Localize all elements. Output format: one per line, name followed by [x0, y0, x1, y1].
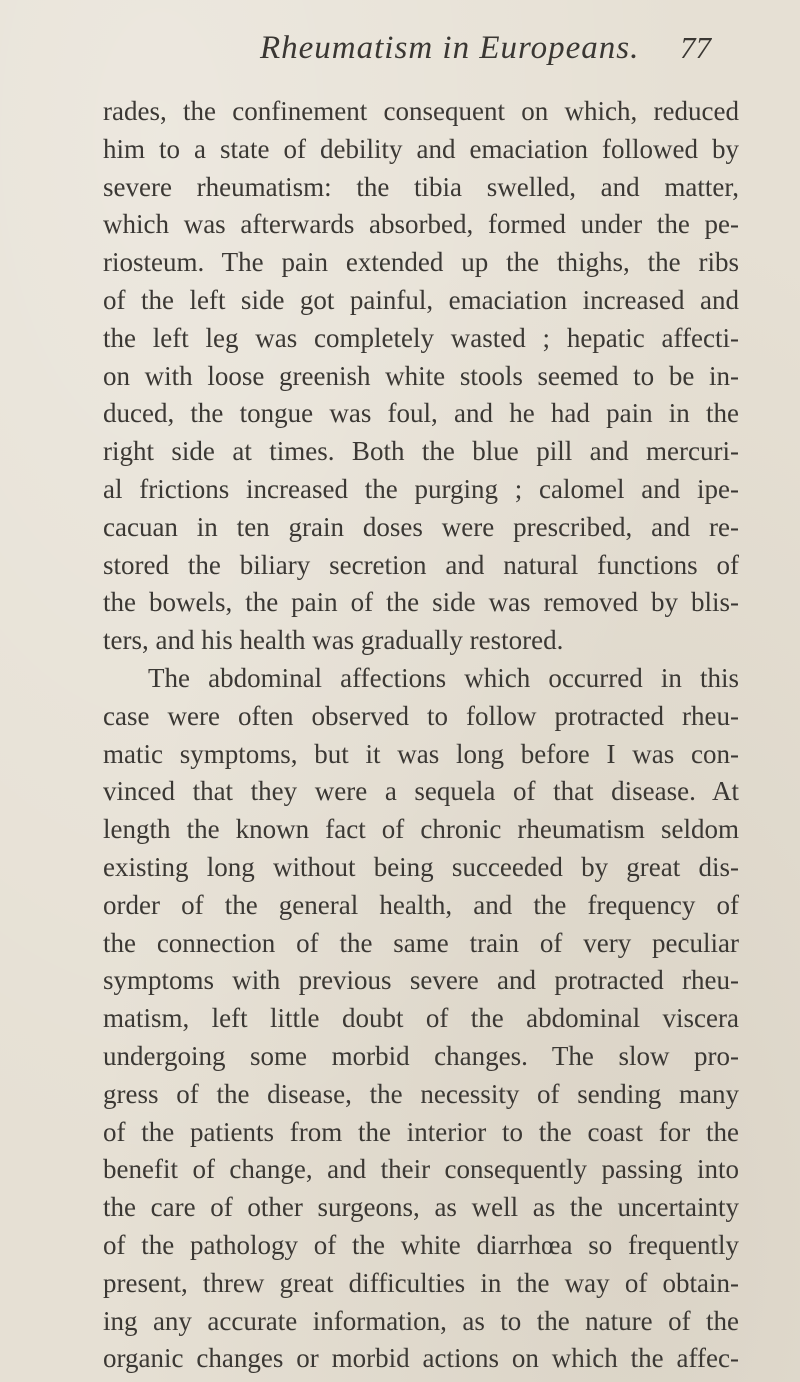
text-line: of the patients from the interior to the coast for the: [103, 1116, 739, 1147]
text-line: symptoms with previous severe and protracted rheu-: [103, 965, 739, 996]
text-line: the care of other surgeons, as well as the uncertainty: [103, 1192, 739, 1223]
text-line: case were often observed to follow protracted rheu-: [103, 700, 739, 731]
running-head: [0, 26, 800, 76]
page-number: 77: [680, 30, 711, 65]
text-line: order of the general health, and the frequency of: [103, 889, 739, 920]
text-line: present, threw great difficulties in the way of obtain-: [103, 1267, 739, 1298]
text-line: duced, the tongue was foul, and he had pain in the: [103, 398, 739, 429]
text-line: ters, and his health was gradually restored.: [103, 625, 564, 656]
text-line: rades, the confinement consequent on which, reduced: [103, 96, 739, 126]
text-line: matism, left little doubt of the abdominal viscera: [103, 1003, 739, 1034]
text-line: severe rheumatism: the tibia swelled, and matter,: [103, 171, 739, 202]
text-line: gress of the disease, the necessity of sending many: [103, 1078, 739, 1109]
body-text: [103, 93, 739, 1378]
text-line: length the known fact of chronic rheumatism seldom: [103, 814, 739, 845]
text-line: which was afterwards absorbed, formed under the pe-: [103, 209, 739, 240]
text-line: the bowels, the pain of the side was removed by blis-: [103, 587, 739, 618]
text-line: the connection of the same train of very peculiar: [103, 927, 739, 958]
text-line: existing long without being succeeded by great dis-: [103, 851, 739, 882]
text-line: on with loose greenish white stools seemed to be in-: [103, 360, 739, 391]
text-line: vinced that they were a sequela of that disease. At: [103, 776, 739, 807]
text-line: of the pathology of the white diarrhœa so frequently: [103, 1229, 739, 1260]
paragraph-first-line: The abdominal affections which occurred in this: [148, 662, 739, 693]
text-line: the left leg was completely wasted ; hepatic affecti-: [103, 322, 739, 353]
text-line: matic symptoms, but it was long before I was con-: [103, 738, 739, 769]
text-line: ing any accurate information, as to the nature of the: [103, 1305, 739, 1336]
text-line: organic changes or morbid actions on which the affec-: [103, 1343, 739, 1374]
text-line: of the left side got painful, emaciation increased and: [103, 284, 739, 315]
text-line: al frictions increased the purging ; calomel and ipe-: [103, 473, 739, 504]
text-line: right side at times. Both the blue pill and mercuri-: [103, 436, 739, 467]
text-line: him to a state of debility and emaciation followed by: [103, 133, 739, 164]
text-line: cacuan in ten grain doses were prescribed, and re-: [103, 511, 739, 542]
text-line: benefit of change, and their consequently passing into: [103, 1154, 739, 1185]
text-line: undergoing some morbid changes. The slow pro-: [103, 1040, 739, 1071]
text-line: stored the biliary secretion and natural functions of: [103, 549, 739, 580]
text-line: riosteum. The pain extended up the thighs, the ribs: [103, 247, 739, 278]
running-title: Rheumatism in Europeans.: [260, 30, 640, 66]
